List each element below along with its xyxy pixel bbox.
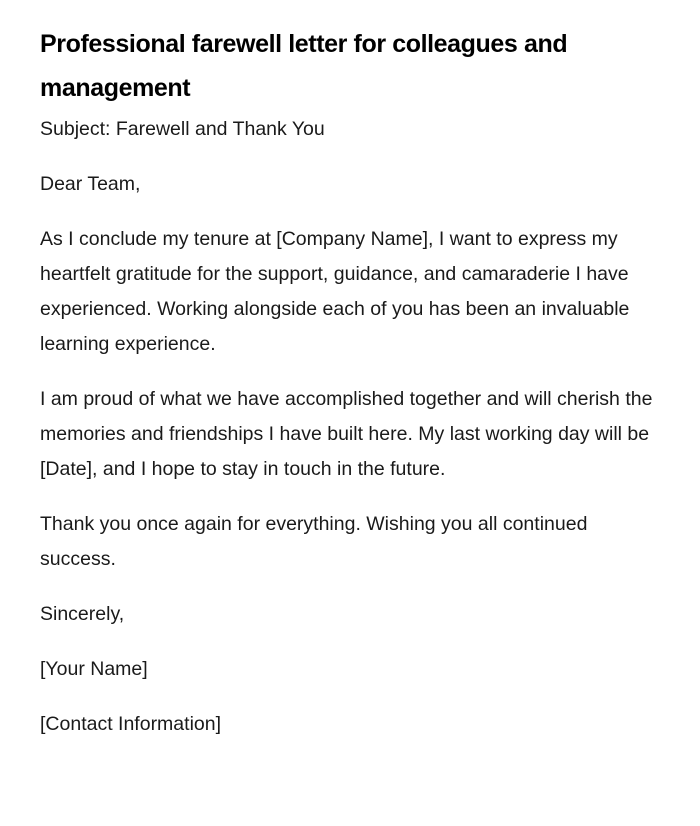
signature-name: [Your Name] — [40, 658, 148, 680]
letter-salutation: Dear Team, — [40, 173, 141, 195]
letter-closing: Sincerely, — [40, 603, 125, 625]
letter-paragraph-3: Thank you once again for everything. Wishing you all continued success. — [40, 513, 588, 570]
letter-subject: Subject: Farewell and Thank You — [40, 118, 325, 140]
page-title: Professional farewell letter for colleagues and management — [40, 30, 568, 102]
letter-paragraph-2: I am proud of what we have accomplished together and will cherish the memories and friendships I have built here. My last working day will be [Date], and I hope to stay in touch in the future. — [40, 388, 653, 480]
letter-paragraph-1: As I conclude my tenure at [Company Name], I want to express my heartfelt gratitude for the support, guidance, and camaraderie I have experienced. Working alongside each of you has been an invaluable learning experience. — [40, 228, 630, 355]
signature-contact: [Contact Information] — [40, 713, 222, 735]
